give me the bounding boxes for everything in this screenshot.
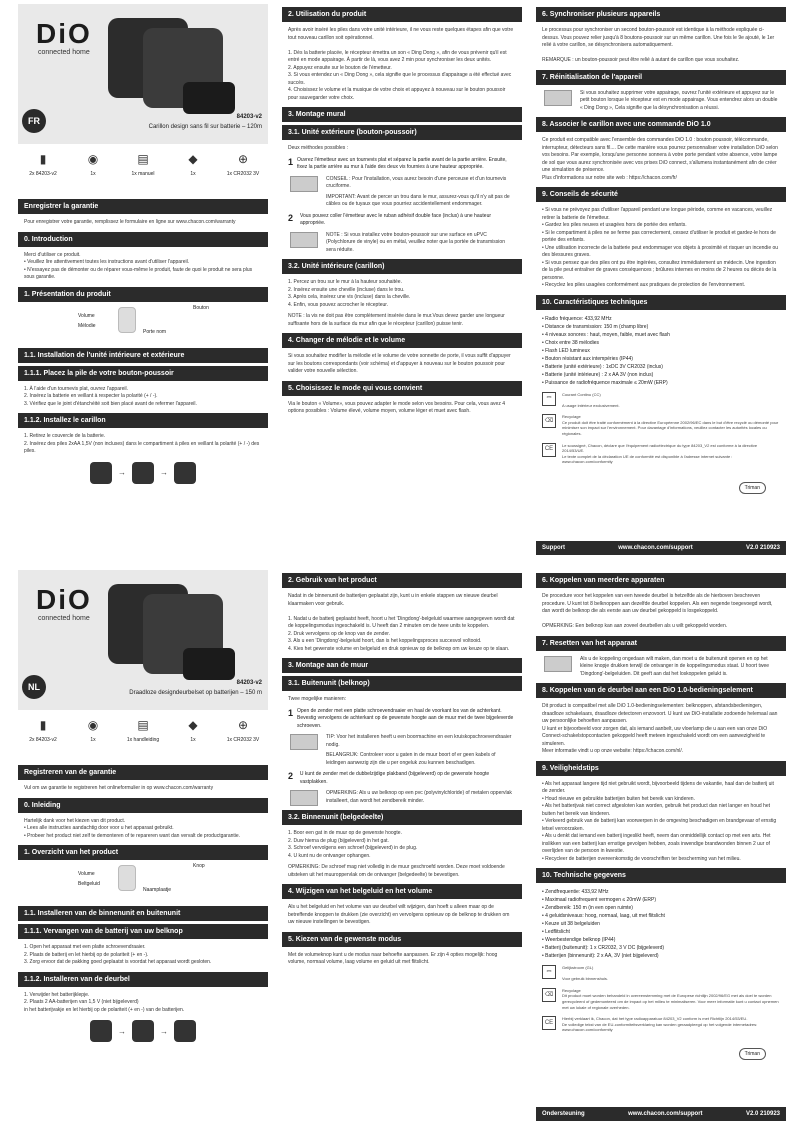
method-2-text: Vous pouvez coller l'émetteur avec le ruban adhésif double face (inclus) à une hauteur appropriée.	[299, 212, 492, 226]
triman-logo: Triman	[739, 1048, 766, 1060]
warranty-text: Vul om uw garantie te registreren het onlineformulier in op www.chacon.com/warranty	[24, 785, 214, 791]
model-number: 84203-v2	[236, 680, 262, 686]
doorbell-icon: ▮	[39, 152, 47, 166]
usage-text: Après avoir inséré les piles dans votre unité intérieure, il ne vous reste quelques étapes afin que votre tout nouveau carillon soit opérationnel. 1. Dès la batterie placée, le récepteur émettra un son « Ding Dong », afin de vous prévenir qu'il est entré en mode appairage. À partir de là, vous avez 2 min pour synchroniser les deux unités. 2. Appuyez ensuite sur le bouton de l'émetteur. 3. Si vous entendez un « Ding Dong », cela signifie que le processus d'appairage a été effectué avec succès. 4. Choisissez le volume et la musique de votre choix et appuyez à nouveau sur le bouton poussoir pour sauvegarder votre choix.	[288, 27, 514, 101]
content-item	[25, 150, 61, 177]
usage-heading: 2. Utilisation du produit	[282, 7, 522, 22]
reset-heading: 7. Réinitialisation de l'appareil	[536, 70, 786, 85]
outdoor-intro: Twee mogelijke manieren:	[288, 696, 347, 702]
melody-text: Si vous souhaitez modifier la mélodie et le volume de votre sonnette de porte, il vous suffit d'appuyer sur les boutons correspondants (voir schéma) et d'appuyer à nouveau sur le bouton poussoir pour valider votre nouvelle sélection.	[288, 353, 511, 374]
certification-row	[536, 440, 786, 468]
presentation-heading: 1. Présentation du produit	[18, 287, 268, 302]
important-text: BELANGRIJK: Controleer voor u gaten in de muur boort of er geen kabels of leidingen aanwezig zijn die u per ongeluk zou kunnen beschadigen.	[326, 752, 496, 766]
chime-back	[90, 462, 112, 484]
battery-text: 1. À l'aide d'un tournevis plat, ouvrez l'appareil. 2. Insérez la batterie en veillant à respecter la polarité (+ / -). 3. Vérifiez que le joint d'étanchéité soit bien placé avant de refermer l'appareil.	[24, 385, 197, 407]
battery-icon: ⊕	[237, 152, 249, 166]
warranty-heading: Enregistrer la garantie	[18, 199, 268, 214]
button-icon: ◉	[87, 718, 99, 732]
battery-heading: 1.1.1. Vervangen van de batterij van uw belknop	[18, 924, 268, 939]
product-image	[183, 648, 235, 680]
content-label: 2x 84203-v2	[29, 737, 57, 743]
certification-row	[536, 985, 786, 1013]
product-subtitle: Carillon design sans fil sur batterie – 120m	[148, 124, 262, 130]
reset-button-icon	[544, 656, 572, 672]
column-3	[536, 570, 786, 1121]
sync-heading: 6. Koppelen van meerdere apparaten	[536, 573, 786, 588]
content-item	[175, 716, 211, 743]
material-note-text: NOTE : Si vous installez votre bouton-poussoir sur une surface en uPVC (Polychlorure de vinyle) ou en métal, veuillez noter que la portée de transmission sera réduite.	[326, 231, 505, 253]
material-note	[282, 788, 522, 807]
diagram-label: Naamplaatje	[143, 887, 172, 893]
material-note	[282, 230, 522, 257]
safety-text: • Si vous ne prévoyez pas d'utiliser l'appareil pendant une longue période, comme en vacances, veuillez retirer la batterie de l'émetteur. • Gardez les piles neuves et usagées hors de portée des enfants. • Si le compartiment à piles ne se ferme pas correctement, cessez d'utiliser le produit et gardez-le hors de portée des enfants. • Une utilisation incorrecte de la batterie peut endommager vos objets à proximité et risquer un incendie ou des blessures graves. • Si vous pensez que des piles ont pu être ingérées, consultez immédiatement un médecin. Une ingestion de la pile peut entraîner de graves conséquences ; brûlures internes en moins de 2 heures ou décès de la personne. • Recyclez les piles usagées conformément aux pratiques de protection de l'environnement.	[542, 207, 779, 288]
box-contents	[18, 710, 268, 762]
reset-note	[536, 654, 786, 681]
reset-text: Si vous souhaitez supprimer votre appairage, ouvrez l'unité extérieure et appuyez sur le petit bouton lorsque le récepteur est en mode appairage. Vous entendrez alors un double « Ding Dong », Cela signifie que la désynchronisation a réussi.	[580, 89, 778, 111]
reset-text: Als u de koppeling ongedaan wilt maken, dan moet u de buitenunit openen en op het kleine knopje drukken terwijl de ontvanger in de koppelingsmodus staat. U hoort twee 'Dingdong'-belgeluiden. Dit geeft aan dat het loskoppelen gelukt is.	[580, 655, 769, 677]
certification-row	[536, 962, 786, 985]
outdoor-intro: Deux méthodes possibles :	[288, 145, 349, 151]
tech-heading: 10. Technische gegevens	[536, 868, 786, 883]
content-label: 1x	[190, 737, 196, 743]
version-label: V2.0 210923	[745, 545, 780, 551]
content-label: 1x	[90, 737, 96, 743]
outdoor-heading: 3.1. Buitenunit (belknop)	[282, 676, 522, 691]
ce-mark-icon: CE	[542, 1016, 556, 1030]
mounting-heading: 3. Montage aan de muur	[282, 658, 522, 673]
arrow-icon: →	[160, 1026, 168, 1036]
content-item	[175, 150, 211, 177]
support-label: Ondersteuning	[542, 1111, 585, 1117]
chime-illustration	[118, 865, 136, 891]
intro-text: Merci d'utiliser ce produit. • Veuillez lire attentivement toutes les instructions avant d'utiliser l'appareil. • N'essayez pas de démonter ou de réparer vous-même le produit, faute de quoi le produit ne sera plus sous garantie.	[24, 251, 253, 280]
method-1	[282, 706, 522, 733]
tools-icon	[290, 176, 318, 192]
certification-row	[536, 389, 786, 412]
tip-note	[282, 174, 522, 211]
content-label: 1x	[190, 171, 196, 177]
diagram-label: Knop	[193, 863, 205, 869]
diagram-label: Porte nom	[143, 328, 167, 335]
support-footer	[536, 541, 786, 555]
warranty-heading: Registreren van de garantie	[18, 765, 268, 780]
important-text: IMPORTANT: Avant de percer un trou dans le mur, assurez-vous qu'il n'y ait pas de câbles ou de tuyaux que vous pourriez accidentellement endommager.	[326, 193, 510, 207]
model-number: 84203-v2	[236, 114, 262, 120]
tech-heading: 10. Caractéristiques techniques	[536, 295, 786, 310]
certification-text: Recyclage Dit product moet worden behandeld in overeenstemming met de Europese richtlijn 2002/96/EG met als doel te worden gerecycleerd of gedemonteerd om de impact op het milieu te minimaliseren. Voor meer informatie kunt u contact opnemen met uw lokale of regionale overheden.	[562, 987, 779, 1010]
brand-tagline: connected home	[38, 49, 90, 56]
brand-logo: DiO	[36, 18, 92, 49]
intro-text: Hartelijk dank voor het kiezen van dit product. • Lees alle instructies aandachtig door voor u het apparaat gebruikt. • Probeer het product niet zelf te demonteren of te repareren want dan vervalt de productgarantie.	[24, 817, 241, 839]
column-2	[282, 4, 522, 555]
content-item	[125, 150, 161, 177]
content-label: 1x manuel	[131, 171, 155, 177]
column-2	[282, 570, 522, 1121]
page-nl	[0, 570, 802, 1121]
language-flag: NL	[22, 675, 46, 699]
arrow-icon: →	[118, 1026, 126, 1036]
chime-heading: 1.1.2. Installez le carillon	[18, 413, 268, 428]
install-heading: 1.1. Installation de l'unité intérieure et extérieure	[18, 348, 268, 363]
doorbell-icon: ▮	[39, 718, 47, 732]
method-1-text: Open de zender met een platte schroevendraaier en haal de voorkant los van de achterkant. Bevestig vervolgens de achterkant op de gewenste hoogte aan de muur met de twee bijgeleverde schroeven.	[297, 707, 514, 729]
tip-text: TIP: Voor het installeren heeft u een boormachine en een kruiskopschroevendraaier nodig.	[326, 734, 512, 748]
indoor-note: OPMERKING: De schroef mag niet volledig in de muur geschroefd worden. Deze moet voldoende uitsteken uit het muuroppervlak om de ontvanger (belgedeelte) te bevestigen.	[288, 864, 505, 878]
dio-text: Ce produit est compatible avec l'ensemble des commandes DiO 1.0 : bouton poussoir, télécommande, interrupteur, détecteurs sans fil.... De cette manière vous pourrez personnaliser votre installation DiO selon vos besoins. Par exemple, lorsqu'une personne sonnera à votre porte pendant votre absence, votre lampe de sol que vous aurez synchronisée avec vos prises DiO connect, s'allumera instantanément afin de créer une simulation de présence. Plus d'informations sur notre site web : https://chacon.com/fr/	[542, 137, 778, 181]
chime-text: 1. Retirez le couvercle de la batterie. 2. Insérez des piles 2xAA 1,5V (non incluses) dans le compartiment à piles en veillant la polarité (+ / -) des piles.	[24, 433, 260, 454]
dc-symbol-icon: ⎓	[542, 965, 556, 979]
battery-heading: 1.1.1. Placez la pile de votre bouton-poussoir	[18, 366, 268, 381]
dc-symbol-icon: ⎓	[542, 392, 556, 406]
safety-heading: 9. Conseils de sécurité	[536, 187, 786, 202]
column-1	[18, 570, 268, 1121]
chime-heading: 1.1.2. Installeren van de deurbel	[18, 972, 268, 987]
diagram-label: Volume	[78, 312, 95, 319]
battery-compartment	[132, 1020, 154, 1042]
method-1	[282, 155, 522, 174]
content-label: 1x CR2032 3V	[226, 171, 260, 177]
indoor-heading: 3.2. Binnenunit (belgedeelte)	[282, 810, 522, 825]
tools-icon	[290, 734, 318, 750]
indoor-note: NOTE : la vis ne doit pas être complètement insérée dans le mur.Vous devez garder une longueur suffisante hors de la surface du mur afin que le récepteur (carillon) puisse tenir.	[288, 313, 505, 327]
method-2	[282, 769, 522, 788]
diagram-label: Bouton	[193, 304, 209, 311]
box-contents	[18, 144, 268, 196]
sync-text: De procedure voor het koppelen van een tweede deurbel is hetzelfde als de hierboven beschreven procedure. U kunt tot 8 belknoppen aan dezelfde deurbel koppelen. Als een negende toegevoegd wordt, dan wordt de belknop die als eerste aan uw deurbel gekoppeld is losgekoppeld. OPMERKING: Een belknop kan aan zoveel deurbellen als u wilt gekoppeld worden.	[542, 593, 773, 629]
support-label: Support	[542, 545, 565, 551]
chime-text: 1. Verwijder het batterijklepje. 2. Plaats 2 AA-batterijen van 1,5 V (niet bijgeleverd) in het batterijvakje en let hierbij op de polariteit (+ en -) van de batterijen.	[24, 991, 185, 1013]
diagram-label: Volume	[78, 871, 95, 877]
melody-text: Als u het belgeluid en het volume van uw deurbel wilt wijzigen, dan hoeft u alleen maar op de betreffende knoppen te drukken (zie overzicht) en vervolgens opnieuw op de belknop te drukken om uw nieuwe instellingen te bevestigen.	[288, 904, 510, 925]
content-item	[125, 716, 161, 743]
diagram-label: Mélodie	[78, 322, 96, 329]
melody-heading: 4. Changer de mélodie et le volume	[282, 333, 522, 348]
column-1	[18, 4, 268, 555]
melody-heading: 4. Wijzigen van het belgeluid en het volume	[282, 884, 522, 899]
manual-icon: ▤	[137, 718, 149, 732]
indoor-heading: 3.2. Unité intérieure (carillon)	[282, 259, 522, 274]
battery-compartment	[132, 462, 154, 484]
dio-heading: 8. Koppelen van de deurbel aan een DiO 1.0-bedieningselement	[536, 683, 786, 698]
mode-text: Met de volumeknop kunt u de modus naar behoefte aanpassen. Er zijn 4 opties mogelijk: hoog volume, normaal volume, laag volume en geluid uit met flitslicht.	[288, 951, 498, 965]
certification-text: Le soussigné, Chacon, déclare que l'équipement radioélectrique du type 84203_V2 est conforme à la directive 2014/53/UE. Le texte complet de la déclaration UE de conformité est disponible à l'adresse internet suivante : www.chacon.com/conformity	[562, 442, 758, 465]
diagram-label: Beltgeluid	[78, 881, 100, 887]
content-item	[25, 716, 61, 743]
content-label: 2x 84203-v2	[29, 171, 57, 177]
step-number: 2	[288, 212, 294, 223]
usage-heading: 2. Gebruik van het product	[282, 573, 522, 588]
install-heading: 1.1. Installeren van de binnenunit en buitenunit	[18, 906, 268, 921]
certification-text: Recyclage Ce produit doit être traité conformément à la directive Européenne 2002/96/EC dans le but d'être recyclé ou démonté pour minimiser son impact sur l'environnement. Pour davantage d'informations, veuillez contacter les autorités locales ou régionales.	[562, 414, 779, 437]
hero-banner	[18, 4, 268, 144]
content-label: 1x handleiding	[126, 737, 160, 743]
surface-icon	[290, 790, 318, 806]
triman-logo: Triman	[739, 482, 766, 494]
certification-text: Courant Continu (CC) A usage intérieur exclusivement.	[562, 391, 620, 408]
content-item	[225, 150, 261, 177]
presentation-heading: 1. Overzicht van het product	[18, 845, 268, 860]
step-number: 2	[288, 771, 294, 781]
column-3	[536, 4, 786, 555]
method-1-text: Ouvrez l'émetteur avec un tournevis plat et séparez la partie avant de la partie arrière. Ensuite, fixez la partie arrière au mur à l'aide des deux vis fournies à une hauteur appropriée.	[297, 156, 507, 170]
warranty-text: Pour enregistrer votre garantie, remplissez le formulaire en ligne sur www.chacon.com/warranty	[24, 219, 236, 225]
mounting-heading: 3. Montage mural	[282, 107, 522, 122]
tape-icon: ◆	[188, 152, 198, 166]
product-image	[183, 82, 235, 114]
sync-heading: 6. Synchroniser plusieurs appareils	[536, 7, 786, 22]
hero-banner	[18, 570, 268, 710]
brand-logo: DiO	[36, 584, 92, 615]
tip-text: CONSEIL : Pour l'installation, vous aurez besoin d'une perceuse et d'un tournevis cruciforme.	[326, 175, 507, 189]
product-diagram	[18, 863, 268, 903]
version-label: V2.0 210923	[745, 1111, 780, 1117]
ce-mark-icon: CE	[542, 443, 556, 457]
battery-icon: ⊕	[237, 718, 249, 732]
tech-specs: • Zendfrequentie: 433,92 MHz • Maximaal radiofrequent vermogen ≤ 20mW (ERP) • Zendbereik: 150 m (in een open ruimte) • 4 geluidsniveaus: hoog, normaal, laag, uit met flitslicht • Keuze uit 38 belgeluiden • Ledflitslicht • Weerbestendige belknop (IP44) • Batterij (buitenunit): 1 x CR2032, 3 V DC (bijgeleverd) • Batterijen (binnenunit): 2 x AA, 3V (niet bijgeleverd)	[542, 889, 665, 959]
brand-tagline: connected home	[38, 615, 90, 622]
tip-note	[282, 732, 522, 769]
chime-closed	[174, 1020, 196, 1042]
certification-text: Gelijkstroom (GL) Voor gebruik binnenshuis.	[562, 965, 609, 982]
safety-text: • Als het apparaat langere tijd niet gebruikt wordt, bijvoorbeeld tijdens de vakantie, haal dan de batterij uit de zender. • Houd nieuwe en gebruikte batterijen buiten het bereik van kinderen. • Als het batterijvak niet correct afgesloten kan worden, gebruik het product dan niet langer en houd het buiten het bereik van kinderen. • Verkeerd gebruik van de batterij kan voorwerpen in de omgeving beschadigen en brandgevaar of ernstig letsel veroorzaken. • Als u denkt dat iemand een batterij ingeslikt heeft, neem dan onmiddellijk contact op met een arts. Het inslikken van een batterij kan ernstige gevolgen hebben, zoals inwendige brandwonden binnen 2 uur of overlijden van de persoon in kwestie. • Recycleer de batterijen overeenkomstig de voorschriften ter bescherming van het milieu.	[542, 780, 777, 862]
safety-heading: 9. Veiligheidstips	[536, 761, 786, 776]
language-flag: FR	[22, 109, 46, 133]
mode-heading: 5. Choisissez le mode qui vous convient	[282, 381, 522, 396]
surface-icon	[290, 232, 318, 248]
indoor-text: 1. Percez un trou sur le mur à la hauteur souhaitée. 2. Insérez ensuite une cheville (incluse) dans le trou. 3. Après cela, insérez une vis (incluse) dans la cheville. 4. Enfin, vous pouvez accrocher le récepteur.	[288, 279, 411, 308]
recycle-bin-icon: ⌫	[542, 414, 556, 428]
certification-text: Hierbij verklaart ik, Chacon, dat het type radioapparatuur 84203_V2 conform is met Richtlijn 2014/53/EU. De volledige tekst van de EU-conformiteitsverklaring kan worden geraadpleegd op het volgende internetadres: www.chacon.com/conformity	[562, 1016, 758, 1033]
step-number: 1	[288, 707, 294, 718]
support-link: www.chacon.com/support	[628, 1111, 703, 1117]
certification-row	[536, 1013, 786, 1036]
product-subtitle: Draadloze designdeurbelset op batterijen – 150 m	[129, 690, 262, 696]
tape-icon: ◆	[188, 718, 198, 732]
recycle-bin-icon: ⌫	[542, 988, 556, 1002]
indoor-text: 1. Boor een gat in de muur op de gewenste hoogte. 2. Duw hierna de plug (bijgeleverd) in het gat. 3. Schroef vervolgens een schroef (bijgeleverd) in de plug. 4. U kunt nu de ontvanger ophangen.	[288, 830, 418, 859]
mode-text: Via le bouton « Volume», vous pouvez adapter le mode selon vos besoins. Pour cela, vous avez 4 options possibles : Volume élevé, volume moyen, volume léger et muet avec flash.	[288, 400, 505, 414]
battery-figure	[18, 458, 268, 488]
intro-heading: 0. Inleiding	[18, 798, 268, 813]
dio-text: Dit product is compatibel met alle DiO 1.0-bedieningselementen: belknoppen, afstandsbedieningen, draadloze schakelaars, draadloze detectoren enzovoort. U kunt uw DiO-installatie zodoende helemaal aan uw persoonlijke behoeften aanpassen. U kunt er bijvoorbeeld voor zorgen dat, als iemand aanbelt, uw vloerlamp die u aan een van onze DiO Connect-schakelstopcontacten gekoppeld heeft meteen ingeschakeld wordt om een aanwezigheid te simuleren. Meer informatie vindt u op onze website: https://chacon.com/nl/.	[542, 703, 778, 754]
arrow-icon: →	[118, 468, 126, 477]
sync-text: Le processus pour synchroniser un second bouton-poussoir est identique à la méthode expliquée ci-dessus. Vous pouvez relier jusqu'à 8 boutons-poussoir sur un même carillon. Une fois le 9e ajouté, le 1er relié à votre carillon, se désynchronisera automatiquement. REMARQUE : un bouton-poussoir peut être relié à autant de carillon que vous souhaitez.	[542, 27, 775, 63]
arrow-icon: →	[160, 468, 168, 477]
tech-specs: • Radio fréquence: 433,92 MHz • Distance de transmission: 150 m (champ libre) • 4 niveaux sonores : haut, moyen, faible, muet avec flash • Choix entre 38 mélodies • Flash LED lumineux • Bouton résistant aux intempéries (IP44) • Batterie (unité extérieure) : 1xDC 3V CR2032 (inclus) • Batterie (unité intérieure) : 2 x AA 3V (non inclus) • Puissance de radiofréquence maximale ≤ 20mW (ERP)	[542, 315, 670, 386]
content-item	[225, 716, 261, 743]
reset-heading: 7. Resetten van het apparaat	[536, 636, 786, 651]
dio-heading: 8. Associer le carillon avec une commande DiO 1.0	[536, 117, 786, 132]
battery-text: 1. Open het apparaat met een platte schroevendraaier. 2. Plaats de batterij en let hierbij op de polariteit (+ en -). 3. Zorg ervoor dat de pakking goed geplaatst is voordat het apparaat wordt gesloten.	[24, 944, 212, 965]
chime-illustration	[118, 307, 136, 333]
outdoor-heading: 3.1. Unité extérieure (bouton-poussoir)	[282, 125, 522, 140]
step-number: 1	[288, 156, 294, 167]
usage-text: Nadat in de binnenunit de batterijen geplaatst zijn, kunt u in enkele stappen uw nieuwe deurbel klaarmaken voor gebruik. 1. Nadat u de batterij geplaatst heeft, hoort u het 'Dingdong'-belgeluid waarmee aangegeven wordt dat de koppelingsmodus ingeschakeld is. U heeft dan 2 minuten om de twee units te koppelen. 2. Druk vervolgens op de knop van de zender. 3. Als u een 'Dingdong'-belgeluid hoort, dan is het koppelingsproces succesvol voltooid. 4. Kies het gewenste volume en belgeluid en druk opnieuw op de belknop om uw keuze op te slaan.	[288, 593, 515, 652]
content-label: 1x	[90, 171, 96, 177]
battery-figure	[18, 1016, 268, 1046]
button-icon: ◉	[87, 152, 99, 166]
support-link: www.chacon.com/support	[618, 545, 693, 551]
mode-heading: 5. Kiezen van de gewenste modus	[282, 932, 522, 947]
support-footer	[536, 1107, 786, 1121]
intro-heading: 0. Introduction	[18, 232, 268, 247]
content-item	[75, 150, 111, 177]
page-fr	[0, 4, 802, 555]
method-2-text: U kunt de zender met de dubbelzijdige plakband (bijgeleverd) op de gewenste hoogte vastplakken.	[299, 771, 490, 785]
method-2	[282, 211, 522, 230]
reset-note	[536, 88, 786, 115]
product-diagram	[18, 305, 268, 345]
content-item	[75, 716, 111, 743]
chime-back	[90, 1020, 112, 1042]
manual-icon: ▤	[137, 152, 149, 166]
content-label: 1x CR2032 3V	[226, 737, 260, 743]
reset-button-icon	[544, 90, 572, 106]
chime-closed	[174, 462, 196, 484]
material-note-text: OPMERKING: Als u uw belknop op een pvc (polyvinylchloride) of metalen oppervlak installeert, dan wordt het zendbereik minder.	[326, 790, 512, 804]
certification-row	[536, 411, 786, 439]
